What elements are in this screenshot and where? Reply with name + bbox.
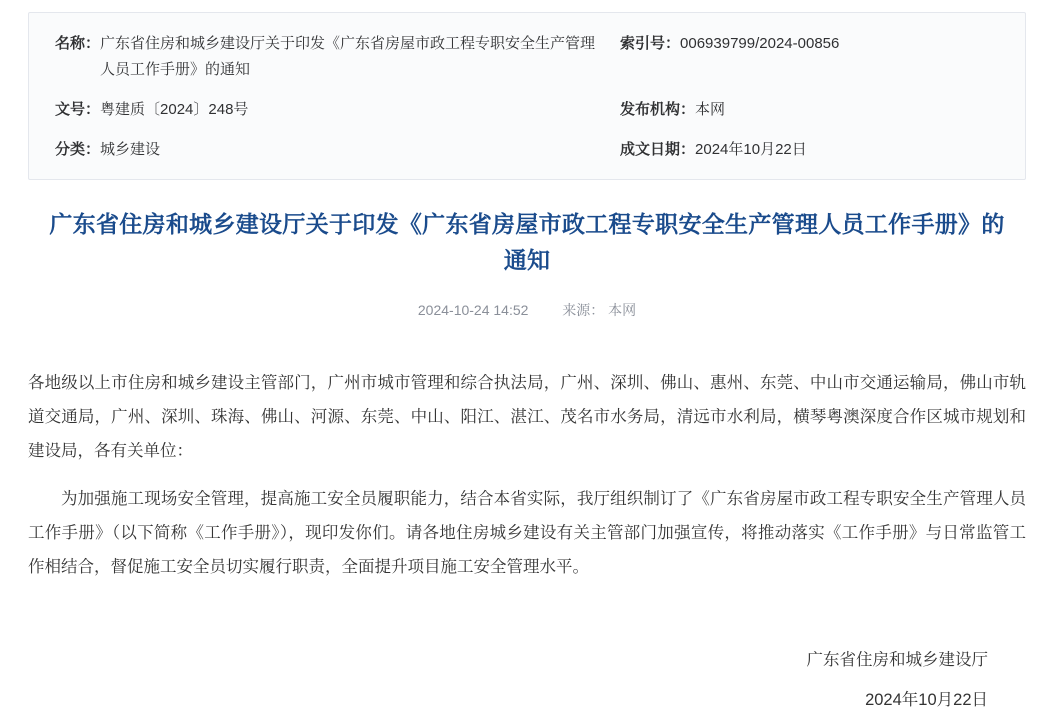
metadata-label-category: 分类： [55,141,101,158]
page-title: 广东省住房和城乡建设厅关于印发《广东省房屋市政工程专职安全生产管理人员工作手册》的通知 [49,211,1005,273]
metadata-value-category: 城乡建设 [100,141,161,158]
metadata-value-index: 006939799/2024-00856 [680,35,840,52]
publish-date: 2024-10-24 14:52 [417,302,529,318]
document-metadata-card [28,12,1026,180]
metadata-row [55,137,999,163]
metadata-value-issuedate: 2024年10月22日 [695,141,807,158]
signature-block [0,640,998,720]
document-body [28,366,1026,584]
metadata-field-name [55,31,620,83]
metadata-label-docnumber: 文号： [55,101,101,118]
metadata-field-index [620,31,999,57]
source-label: 来源： [562,302,605,318]
metadata-value-docnumber: 粤建质〔2024〕248号 [100,101,249,118]
metadata-label-index: 索引号： [620,35,681,52]
byline [0,300,1054,320]
metadata-row [55,97,999,123]
metadata-field-category [55,137,620,163]
body-paragraph-main: 为加强施工现场安全管理，提高施工安全员履职能力，结合本省实际，我厅组织制订了《广东省房屋市政工程专职安全生产管理人员工作手册》（以下简称《工作手册》），现印发你们。请各地住房城乡建设有关主管部门加强宣传，将推动落实《工作手册》与日常监管工作相结合，督促施工安全员切实履行职责，全面提升项目施工安全管理水平。 [28,490,1026,576]
metadata-value-name: 广东省住房和城乡建设厅关于印发《广东省房屋市政工程专职安全生产管理人员工作手册》的通知 [100,35,596,78]
metadata-label-issuedate: 成文日期： [620,141,696,158]
signature-issuer: 广东省住房和城乡建设厅 [806,651,988,669]
metadata-label-publisher: 发布机构： [620,101,696,118]
metadata-field-docnumber [55,97,620,123]
metadata-value-publisher: 本网 [695,101,726,118]
metadata-row [55,31,999,83]
signature-date: 2024年10月22日 [865,691,988,709]
metadata-label-name: 名称： [55,35,101,52]
metadata-field-publisher [620,97,999,123]
metadata-field-issuedate [620,137,999,163]
source-value: 本网 [608,302,637,318]
body-paragraph-recipients: 各地级以上市住房和城乡建设主管部门，广州市城市管理和综合执法局，广州、深圳、佛山、惠州、东莞、中山市交通运输局，佛山市轨道交通局，广州、深圳、珠海、佛山、河源、东莞、中山、阳江、湛江、茂名市水务局，清远市水利局，横琴粤澳深度合作区城市规划和建设局，各有关单位： [28,374,1026,460]
document-page [0,12,1054,713]
